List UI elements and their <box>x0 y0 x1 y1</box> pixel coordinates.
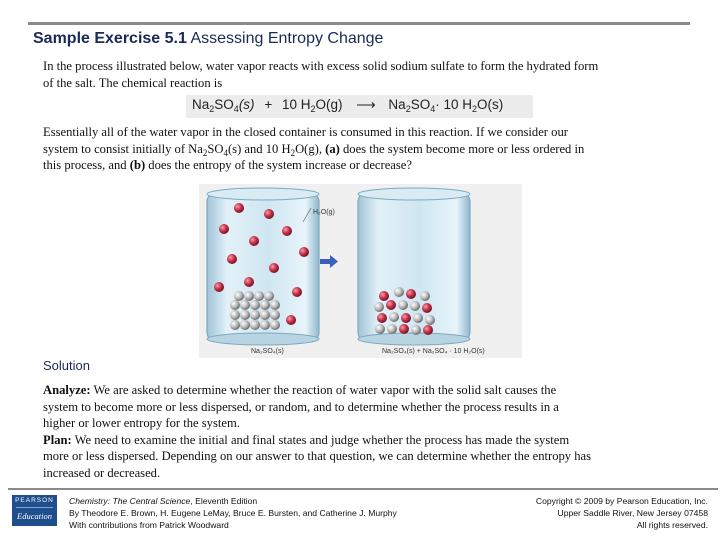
question-line-2: system to consist initially of $Na_2SO_4(s)$ and 10 $H_2O(g)$, (a) does the system become more or less ordered in <box>43 141 585 158</box>
copyright-line-3: All rights reserved. <box>636 520 708 531</box>
solution-heading: Solution <box>43 358 90 373</box>
plan-line-3: increased or decreased. <box>43 465 161 480</box>
footer-contributions: With contributions from Patrick Woodward <box>69 520 229 531</box>
plus-sign: + <box>264 97 273 112</box>
left-container-label: Na₂SO₄(s) <box>251 348 284 355</box>
plan-line-1: Plan: We need to examine the initial and final states and judge whether the process has made the system <box>43 432 570 447</box>
product: $Na_2SO_4\cdot 10$ $H_2O(s)$ <box>388 97 504 114</box>
question-paragraph <box>43 124 683 174</box>
top-rule <box>28 22 690 25</box>
process-arrow-icon <box>320 255 338 268</box>
analyze-line-2: system to become more or less dispersed, or random, and to determine whether the process results in a <box>43 399 559 414</box>
plan-line-2: more or less dispersed. Depending on our answer to that question, we can determine whether the entropy has <box>43 449 592 464</box>
intro-line-1: In the process illustrated below, water vapor reacts with excess solid sodium sulfate to form the hydrated form <box>43 59 599 73</box>
reactant-1: $Na_2SO_4(s)$ <box>192 97 255 114</box>
analyze-line-3: higher or lower entropy for the system. <box>43 416 240 431</box>
reactant-2: 10 $H_2O(g)$ <box>281 97 343 114</box>
pearson-logo <box>12 495 57 526</box>
reaction-figure <box>199 184 522 358</box>
title-bold: Sample Exercise 5.1 <box>33 30 187 47</box>
analyze-line-1: Analyze: We are asked to determine whether the reaction of water vapor with the solid salt causes the <box>43 383 557 397</box>
footer-rule <box>8 488 718 490</box>
question-line-1: Essentially all of the water vapor in the closed container is consumed in this reaction. If we consider our <box>43 125 568 139</box>
intro-line-2: of the salt. The chemical reaction is <box>43 75 223 90</box>
solution-body <box>43 382 683 482</box>
page-title <box>33 30 383 48</box>
logo-top-text: PEARSON <box>15 497 54 504</box>
footer-copyright <box>536 495 708 532</box>
chemical-equation <box>192 97 503 113</box>
logo-bottom-text: Education <box>17 511 52 521</box>
intro-paragraph <box>43 58 683 91</box>
title-rest: Assessing Entropy Change <box>186 30 384 47</box>
footer-authors: By Theodore E. Brown, H. Eugene LeMay, Bruce E. Bursten, and Catherine J. Murphy <box>69 508 397 519</box>
reaction-arrow-icon: ⟶ <box>356 97 375 112</box>
footer-citation <box>69 495 397 532</box>
copyright-line-2: Upper Saddle River, New Jersey 07458 <box>557 508 708 519</box>
vapor-label: H₂O(g) <box>313 209 335 216</box>
question-line-3: this process, and (b) does the entropy of the system increase or decrease? <box>43 158 412 173</box>
footer-book-line: Chemistry: The Central Science, Eleventh Edition <box>69 496 258 506</box>
copyright-line-1: Copyright © 2009 by Pearson Education, Inc. <box>535 496 708 506</box>
right-container <box>358 188 470 345</box>
right-container-label: Na₂SO₄(s) + Na₂SO₄ · 10 H₂O(s) <box>382 348 485 355</box>
reaction-illustration <box>199 184 522 358</box>
